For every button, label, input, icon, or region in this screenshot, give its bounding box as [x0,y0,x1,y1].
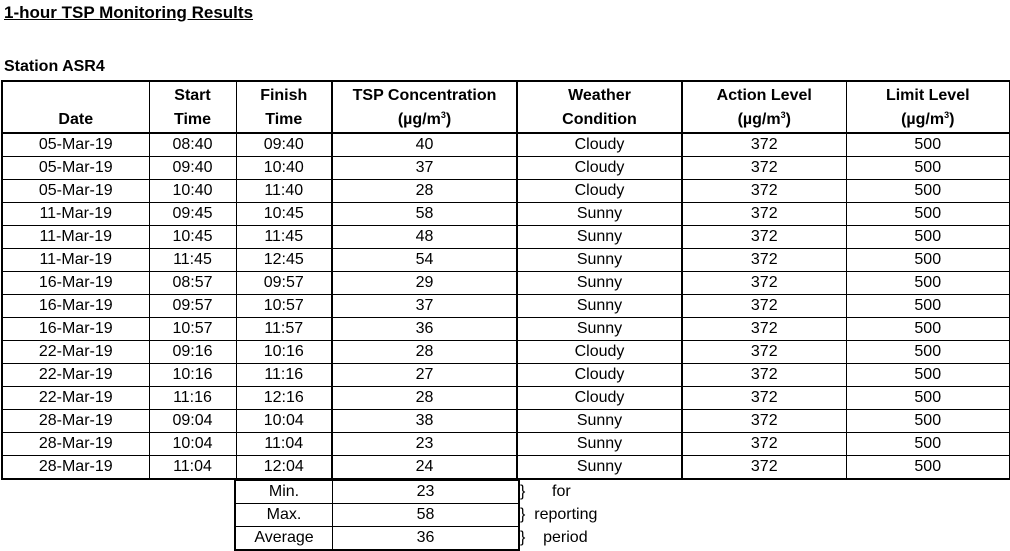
table-row [2,364,1010,387]
cell-start: 09:04 [149,410,236,433]
cell-finish: 10:45 [236,203,332,226]
tsp-results-table [1,80,1010,480]
table-row [2,456,1010,480]
cell-date: 05-Mar-19 [2,157,149,180]
report-title: 1-hour TSP Monitoring Results [4,3,254,22]
summary-table [234,480,520,551]
table-row [2,180,1010,203]
summary-label: Min. [235,481,333,504]
cell-date: 16-Mar-19 [2,272,149,295]
cell-tsp: 27 [332,364,517,387]
cell-limit: 500 [846,341,1010,364]
cell-weather: Sunny [517,249,682,272]
cell-start: 09:45 [149,203,236,226]
cell-date: 28-Mar-19 [2,410,149,433]
cell-limit: 500 [846,295,1010,318]
cell-action: 372 [682,133,846,157]
cell-finish: 12:45 [236,249,332,272]
reporting-period-note [520,480,597,549]
header-tsp-line1: TSP Concentration [352,87,497,104]
col-header-date [2,81,149,133]
header-action-unit: (µg/m [737,111,781,128]
header-action-line2 [683,108,846,132]
header-date-line2: Date [58,111,94,128]
cell-limit: 500 [846,364,1010,387]
col-header-start-time [149,81,236,133]
summary-value: 58 [333,504,520,527]
header-row [2,81,1010,133]
cell-tsp: 48 [332,226,517,249]
cell-date: 22-Mar-19 [2,387,149,410]
cell-start: 10:16 [149,364,236,387]
header-action-line1: Action Level [716,87,812,104]
cell-start: 10:45 [149,226,236,249]
cell-weather: Sunny [517,295,682,318]
cell-date: 22-Mar-19 [2,341,149,364]
table-row [2,272,1010,295]
cell-start: 09:16 [149,341,236,364]
cell-start: 11:04 [149,456,236,480]
cell-finish: 11:40 [236,180,332,203]
cell-tsp: 54 [332,249,517,272]
cell-weather: Sunny [517,272,682,295]
table-row [2,341,1010,364]
cell-limit: 500 [846,456,1010,480]
cell-date: 05-Mar-19 [2,133,149,157]
cell-weather: Sunny [517,433,682,456]
cell-date: 11-Mar-19 [2,203,149,226]
cell-limit: 500 [846,203,1010,226]
cell-limit: 500 [846,180,1010,203]
summary-value: 36 [333,527,520,551]
cell-tsp: 37 [332,157,517,180]
cell-date: 11-Mar-19 [2,226,149,249]
cell-weather: Cloudy [517,387,682,410]
cell-weather: Cloudy [517,133,682,157]
header-action-unit-close: ) [785,111,791,128]
cell-action: 372 [682,456,846,480]
cell-finish: 09:40 [236,133,332,157]
header-weather-line2: Condition [562,111,637,128]
cell-action: 372 [682,157,846,180]
cell-start: 08:57 [149,272,236,295]
col-header-tsp-concentration [332,81,517,133]
header-action-unit-exponent: 3 [780,110,786,120]
col-header-action-level [682,81,846,133]
cell-limit: 500 [846,133,1010,157]
cell-weather: Sunny [517,318,682,341]
cell-tsp: 36 [332,318,517,341]
cell-action: 372 [682,203,846,226]
cell-tsp: 28 [332,341,517,364]
cell-weather: Sunny [517,203,682,226]
cell-limit: 500 [846,249,1010,272]
cell-start: 10:57 [149,318,236,341]
col-header-finish-time [236,81,332,133]
cell-action: 372 [682,272,846,295]
cell-action: 372 [682,226,846,249]
table-row [2,226,1010,249]
cell-finish: 11:45 [236,226,332,249]
cell-weather: Cloudy [517,180,682,203]
cell-weather: Cloudy [517,341,682,364]
cell-tsp: 28 [332,387,517,410]
cell-start: 09:40 [149,157,236,180]
cell-date: 28-Mar-19 [2,433,149,456]
header-limit-line1: Limit Level [885,87,970,104]
cell-action: 372 [682,249,846,272]
cell-limit: 500 [846,387,1010,410]
table-body [2,133,1010,479]
cell-action: 372 [682,180,846,203]
header-tsp-line2 [333,108,516,132]
cell-finish: 11:16 [236,364,332,387]
header-limit-unit: (µg/m [901,111,945,128]
cell-finish: 12:04 [236,456,332,480]
cell-finish: 09:57 [236,272,332,295]
summary-label: Max. [235,504,333,527]
cell-limit: 500 [846,157,1010,180]
table-row [2,318,1010,341]
cell-action: 372 [682,433,846,456]
cell-weather: Sunny [517,226,682,249]
header-start-line2: Time [173,111,212,128]
cell-tsp: 37 [332,295,517,318]
header-start-line1: Start [174,87,211,104]
cell-start: 10:40 [149,180,236,203]
cell-finish: 10:57 [236,295,332,318]
station-label: Station ASR4 [4,58,105,75]
cell-finish: 10:16 [236,341,332,364]
cell-tsp: 38 [332,410,517,433]
cell-date: 16-Mar-19 [2,318,149,341]
summary-label: Average [235,527,333,551]
cell-start: 11:16 [149,387,236,410]
cell-tsp: 58 [332,203,517,226]
cell-finish: 11:04 [236,433,332,456]
cell-action: 372 [682,410,846,433]
cell-date: 11-Mar-19 [2,249,149,272]
cell-weather: Cloudy [517,364,682,387]
cell-start: 08:40 [149,133,236,157]
cell-weather: Cloudy [517,157,682,180]
cell-action: 372 [682,295,846,318]
header-tsp-unit: (µg/m [397,111,441,128]
cell-tsp: 28 [332,180,517,203]
cell-tsp: 40 [332,133,517,157]
table-row [2,133,1010,157]
header-limit-unit-exponent: 3 [944,110,950,120]
header-weather-line1: Weather [568,87,631,104]
cell-start: 10:04 [149,433,236,456]
summary-row-min [235,481,519,504]
header-limit-unit-close: ) [949,111,955,128]
cell-tsp: 29 [332,272,517,295]
cell-date: 28-Mar-19 [2,456,149,480]
col-header-limit-level [846,81,1010,133]
cell-finish: 10:04 [236,410,332,433]
table-row [2,295,1010,318]
cell-limit: 500 [846,433,1010,456]
cell-limit: 500 [846,226,1010,249]
cell-start: 09:57 [149,295,236,318]
cell-action: 372 [682,364,846,387]
cell-date: 16-Mar-19 [2,295,149,318]
note-line: } reporting [520,506,598,523]
note-line: } period [520,529,588,546]
table-row [2,157,1010,180]
header-finish-line2: Time [265,111,303,128]
table-row [2,410,1010,433]
cell-action: 372 [682,341,846,364]
cell-limit: 500 [846,272,1010,295]
table-row [2,249,1010,272]
cell-finish: 11:57 [236,318,332,341]
cell-date: 05-Mar-19 [2,180,149,203]
cell-finish: 12:16 [236,387,332,410]
cell-weather: Sunny [517,410,682,433]
table-row [2,433,1010,456]
cell-tsp: 24 [332,456,517,480]
cell-finish: 10:40 [236,157,332,180]
cell-limit: 500 [846,318,1010,341]
cell-action: 372 [682,387,846,410]
cell-weather: Sunny [517,456,682,480]
cell-tsp: 23 [332,433,517,456]
cell-limit: 500 [846,410,1010,433]
cell-start: 11:45 [149,249,236,272]
note-line: } for [520,483,571,500]
col-header-weather-condition [517,81,682,133]
table-row [2,387,1010,410]
header-tsp-unit-exponent: 3 [440,110,446,120]
header-finish-line1: Finish [260,87,308,104]
summary-row-max [235,504,519,527]
header-limit-line2 [847,108,1010,132]
summary-row-average [235,527,519,551]
summary-value: 23 [333,481,520,504]
table-row [2,203,1010,226]
cell-action: 372 [682,318,846,341]
cell-date: 22-Mar-19 [2,364,149,387]
header-tsp-unit-close: ) [445,111,452,128]
